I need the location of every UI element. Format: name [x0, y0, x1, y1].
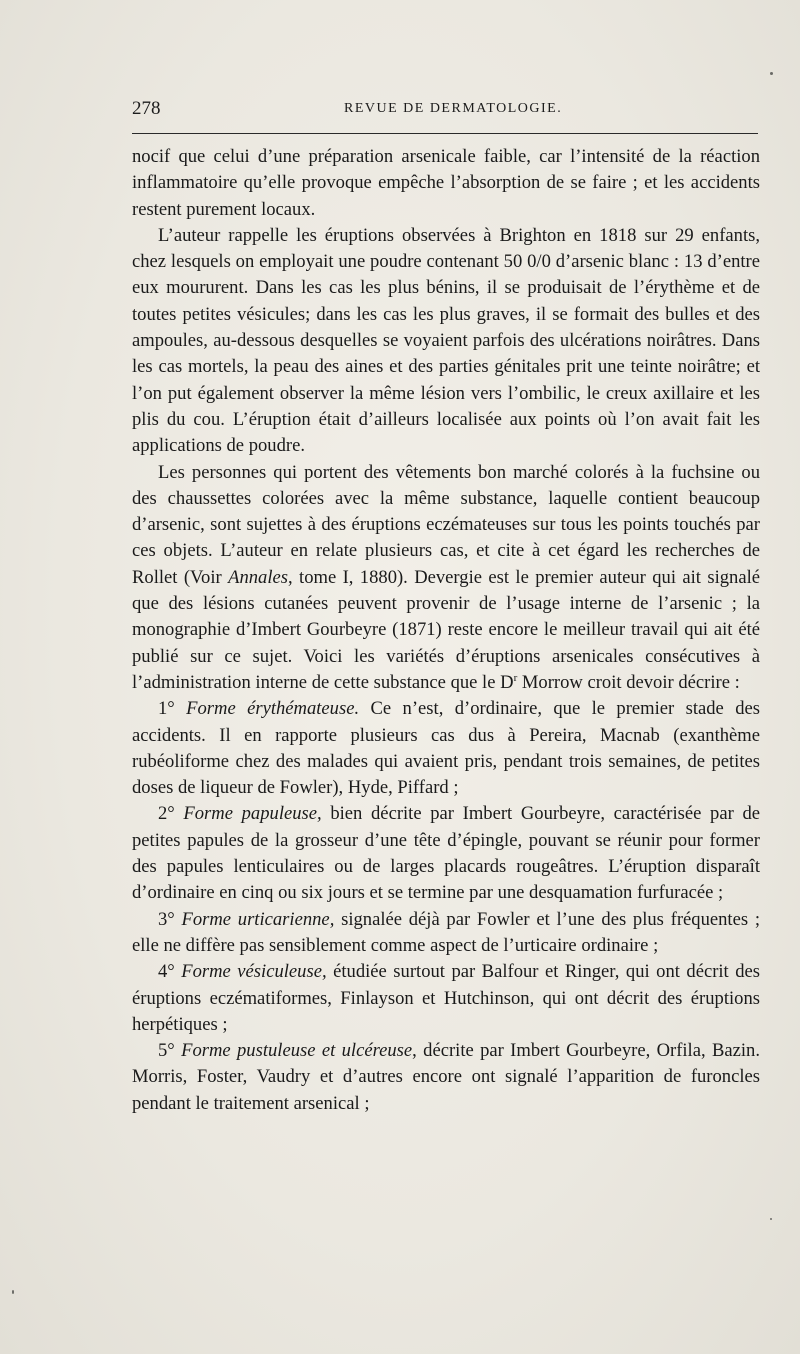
page-number: 278: [132, 98, 161, 119]
paragraph-clothing-part-b: , tome I, 1880). Devergie est le premier auteur qui ait signalé que des lésions cutanées peuvent provenir de l’usage interne de l’arsenic ; la monographie d’Imbert Gourbeyre (1871) reste encore le meilleur travail qui ait été publié sur ce sujet. Voici les variétés d’éruptions arsenicales consécutives à l’administration interne de cette substance que le D: [132, 566, 760, 693]
item-title: Forme papuleuse,: [183, 803, 322, 825]
paper-speck: [12, 1290, 14, 1294]
paragraph-clothing-part-c: Morrow croit devoir décrire :: [517, 671, 740, 693]
running-head: REVUE DE DERMATOLOGIE.: [344, 101, 563, 116]
doctor-superscript: r: [513, 671, 518, 684]
journal-title: Annales: [228, 566, 288, 588]
item-text: , décrite par Imbert Gourbeyre, Orfila, Bazin. Morris, Foster, Vaudry et d’autres encore ont signalé l’apparition de furoncles pendant le traitement arsenical ;: [132, 1040, 760, 1114]
item-title: Forme vésiculeuse,: [181, 961, 327, 983]
paper-speck: [770, 72, 773, 75]
list-item: [132, 907, 760, 960]
item-number: 1°: [158, 698, 175, 720]
header-rule: [132, 133, 758, 134]
item-title: Forme pustuleuse et ulcéreuse: [181, 1040, 413, 1062]
item-number: 2°: [158, 803, 175, 825]
list-item: [132, 959, 760, 1038]
item-title: Forme urticarienne,: [181, 908, 335, 930]
item-number: 5°: [158, 1040, 175, 1062]
item-number: 4°: [158, 961, 175, 983]
paragraph-clothing-part-a: Les personnes qui portent des vêtements bon marché colorés à la fuchsine ou des chaussettes colorées avec la même substance, laquelle contient beaucoup d’arsenic, sont sujettes à des éruptions eczémateuses sur tous les points touchés par ces objets. L’auteur en relate plusieurs cas, et cite à cet égard les recherches de Rollet (Voir: [132, 461, 760, 588]
body-text: [132, 144, 760, 1117]
item-text: étudiée surtout par Balfour et Ringer, qui ont décrit des éruptions eczématiformes, Finlayson et Hutchinson, qui ont décrit des éruptions herpétiques ;: [132, 961, 761, 1035]
paragraph-brighton: L’auteur rappelle les éruptions observées à Brighton en 1818 sur 29 enfants, chez lesquels on employait une poudre contenant 50 0/0 d’arsenic blanc : 13 d’entre eux moururent. Dans les cas les plus bénins, il se produisait de l’érythème et de toutes petites vésicules; dans les cas les plus graves, il se formait des bulles et des ampoules, au-dessous desquelles se voyaient parfois des ulcérations noirâtres. Dans les cas mortels, la peau des aines et des parties génitales prit une teinte noirâtre; et l’on put également observer la même lésion vers l’ombilic, le creux axillaire et les plis du cou. L’éruption était d’ailleurs localisée aux points où l’on avait fait les applications de poudre.: [132, 224, 760, 457]
item-number: 3°: [158, 908, 175, 930]
item-title: Forme érythémateuse.: [186, 698, 360, 720]
item-text: signalée déjà par Fowler et l’une des plus fréquentes ; elle ne diffère pas sensiblement comme aspect de l’urticaire ordinaire ;: [132, 908, 760, 956]
list-item: [132, 696, 760, 801]
item-text: Ce n’est, d’ordinaire, que le premier stade des accidents. Il en rapporte plusieurs cas dus à Pereira, Macnab (exanthème rubéoliforme chez des malades qui avaient pris, pendant trois semaines, de petites doses de liqueur de Fowler), Hyde, Piffard ;: [132, 698, 760, 799]
paragraph-clothing: [132, 460, 760, 697]
paper-speck: [770, 1218, 772, 1220]
item-text: bien décrite par Imbert Gourbeyre, caractérisée par de petites papules de la grosseur d’une tête d’épingle, pouvant se réunir pour former des papules lenticulaires ou de larges placards rougeâtres. L’éruption disparaît d’ordinaire en cinq ou six jours et se termine par une desquamation furfuracée ;: [132, 803, 761, 904]
paragraph-continued: nocif que celui d’une préparation arsenicale faible, car l’intensité de la réaction inflammatoire qu’elle provoque empêche l’absorption de se faire ; et les accidents restent purement locaux.: [132, 146, 760, 220]
list-item: [132, 1038, 760, 1117]
page-header: [132, 98, 760, 126]
list-item: [132, 801, 760, 906]
